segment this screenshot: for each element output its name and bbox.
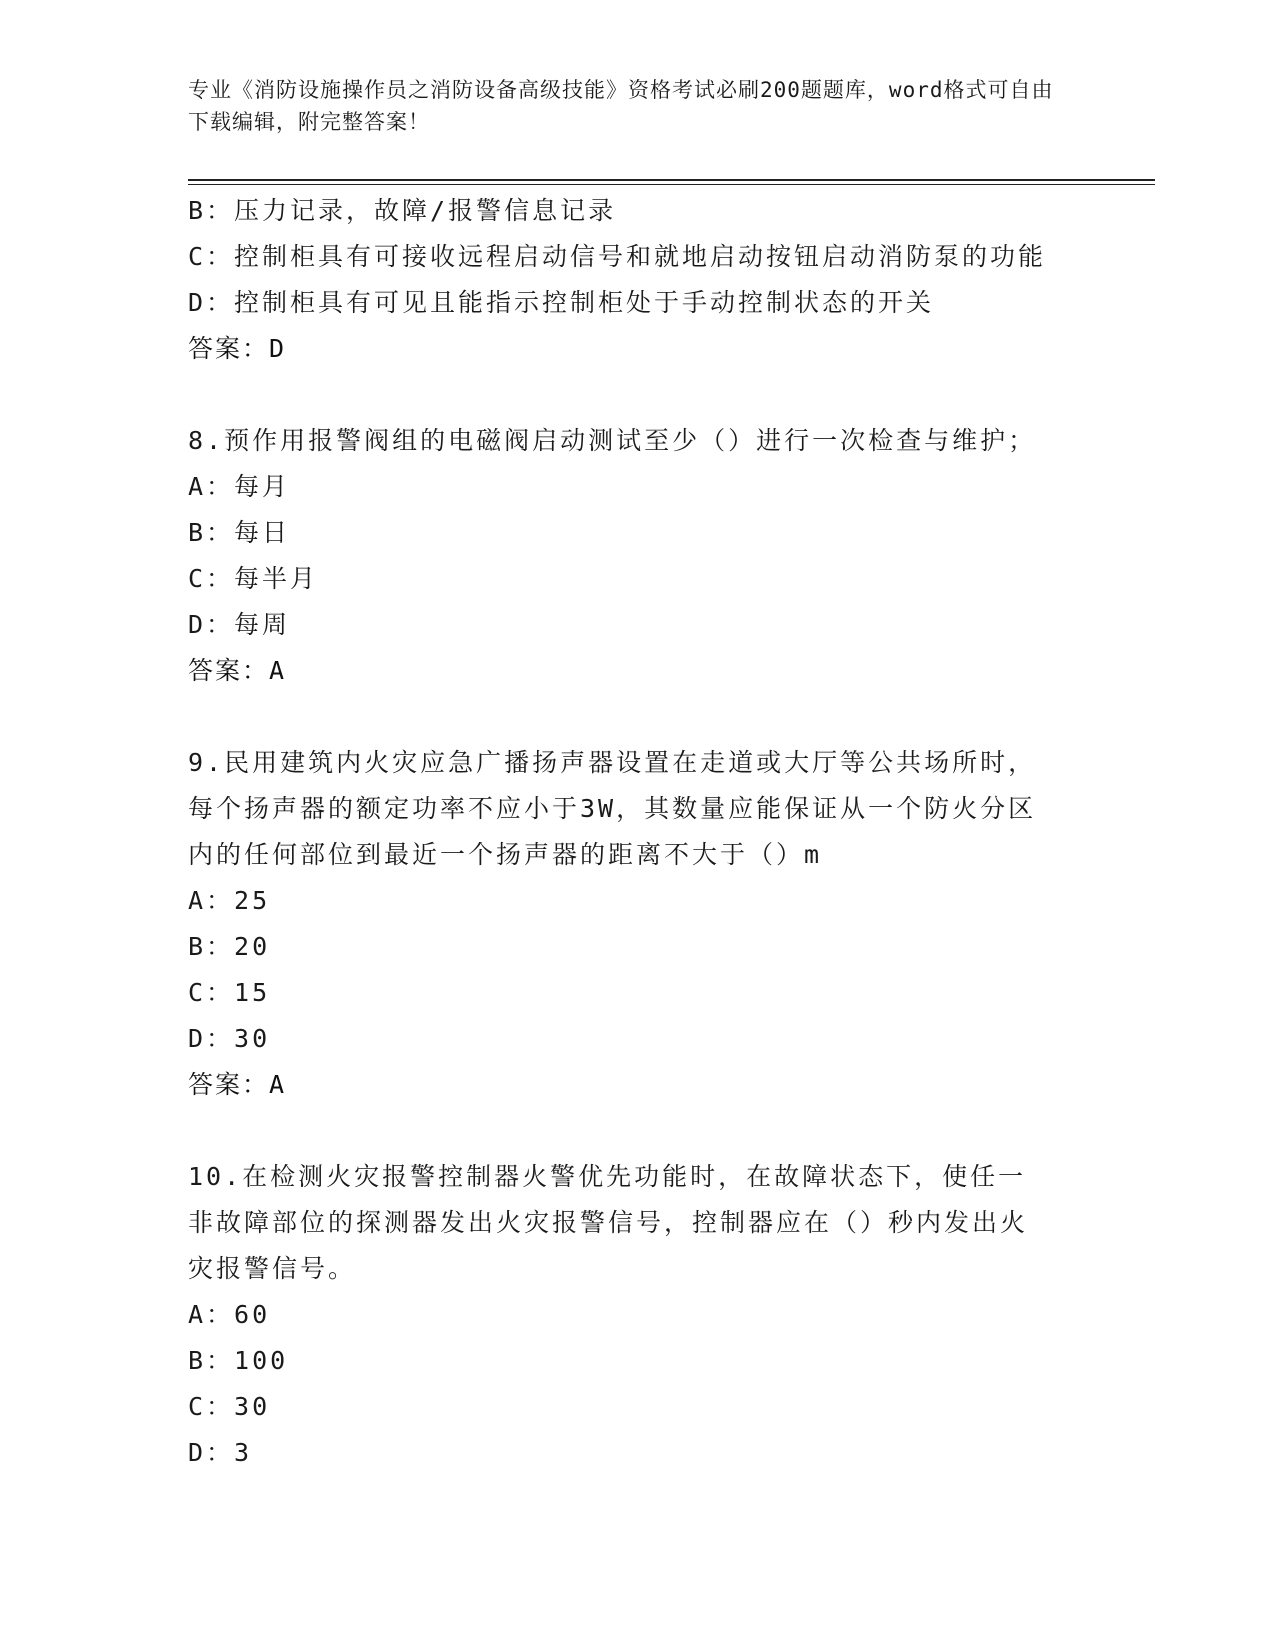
question-text: 9.民用建筑内火灾应急广播扬声器设置在走道或大厅等公共场所时，每个扬声器的额定功率不应小于3W，其数量应能保证从一个防火分区内的任何部位到最近一个扬声器的距离不大于（）m	[188, 748, 1037, 869]
question-9	[188, 740, 1148, 1108]
answer-line: 答案：A	[188, 656, 287, 685]
option-a: A：每月	[188, 472, 291, 501]
option-b: B：压力记录，故障/报警信息记录	[188, 196, 617, 225]
question-list	[188, 188, 1148, 1476]
option-c: C：每半月	[188, 564, 319, 593]
previous-question-tail	[188, 188, 1148, 372]
option-a: A：25	[188, 886, 271, 915]
option-d: D：控制柜具有可见且能指示控制柜处于手动控制状态的开关	[188, 288, 935, 317]
question-8	[188, 418, 1148, 694]
header-divider-thin	[188, 184, 1155, 185]
option-d: D：3	[188, 1438, 253, 1467]
question-text: 10.在检测火灾报警控制器火警优先功能时，在故障状态下，使任一非故障部位的探测器发出火灾报警信号，控制器应在（）秒内发出火灾报警信号。	[188, 1162, 1029, 1283]
option-c: C：控制柜具有可接收远程启动信号和就地启动按钮启动消防泵的功能	[188, 242, 1047, 271]
header-divider	[188, 179, 1155, 181]
option-b: B：20	[188, 932, 271, 961]
option-d: D：每周	[188, 610, 291, 639]
question-text: 8.预作用报警阀组的电磁阀启动测试至少（）进行一次检查与维护；	[188, 426, 1037, 455]
option-b: B：100	[188, 1346, 289, 1375]
option-b: B：每日	[188, 518, 291, 547]
question-10	[188, 1154, 1148, 1476]
option-d: D：30	[188, 1024, 271, 1053]
option-c: C：30	[188, 1392, 271, 1421]
document-header: 专业《消防设施操作员之消防设备高级技能》资格考试必刷200题题库，word格式可自由下载编辑，附完整答案！	[188, 78, 1054, 134]
option-a: A：60	[188, 1300, 271, 1329]
option-c: C：15	[188, 978, 271, 1007]
answer-line: 答案：D	[188, 334, 287, 363]
answer-line: 答案：A	[188, 1070, 287, 1099]
